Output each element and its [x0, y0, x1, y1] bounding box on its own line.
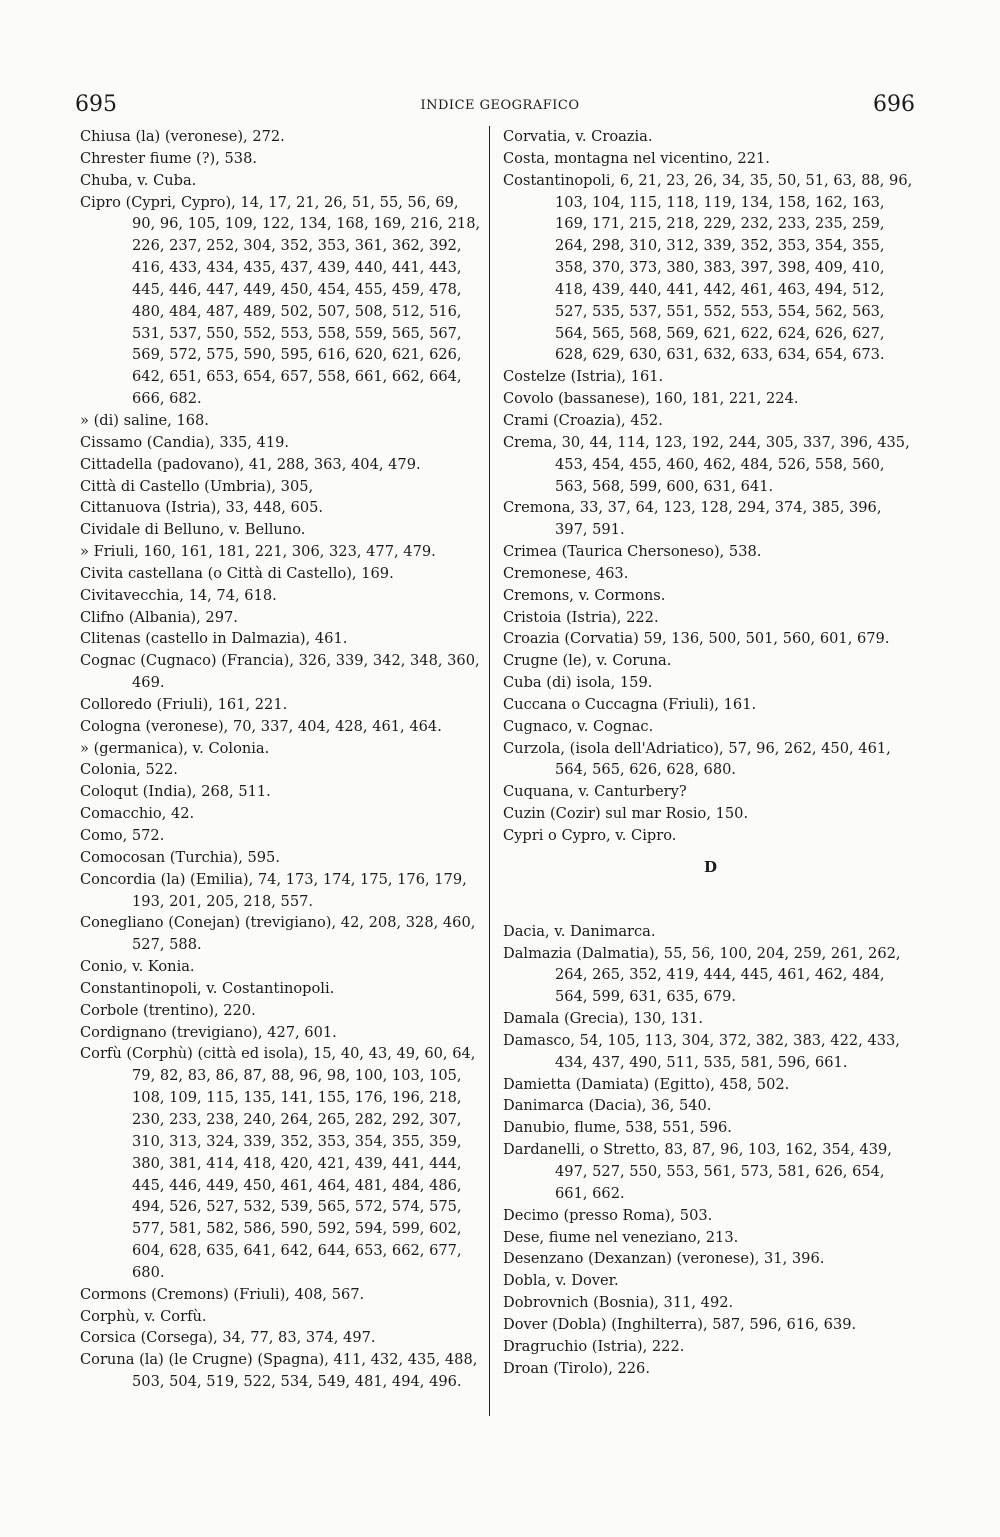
- index-entry: Cremona, 33, 37, 64, 123, 128, 294, 374, 385, 396, 397, 591.: [503, 499, 882, 539]
- index-entry: Costantinopoli, 6, 21, 23, 26, 34, 35, 50, 51, 63, 88, 96, 103, 104, 115, 118, 119, 134, 158, 162, 163, 169, 171, 215, 218, 229, 232, 233, 235, 259, 264, 298, 310, 312, 339, 352, 353, 354, 355, 358, 370, 373, 380, 383, 397, 398, 409, 410, 418, 439, 440, 441, 442, 461, 463, 494, 512, 527, 535, 537, 551, 552, 553, 554, 562, 563, 564, 565, 568, 569, 621, 622, 624, 626, 627, 628, 629, 630, 631, 632, 633, 634, 654, 673.: [503, 171, 913, 364]
- index-entry: Civitavecchia, 14, 74, 618.: [80, 586, 277, 604]
- index-entry: Civita castellana (o Città di Castello), 169.: [80, 564, 394, 582]
- index-entry: Dragruchio (Istria), 222.: [503, 1337, 685, 1355]
- index-entry: Chrester fiume (?), 538.: [80, 149, 258, 167]
- left-column: [80, 126, 485, 1393]
- index-entry: Decimo (presso Roma), 503.: [503, 1206, 713, 1224]
- index-entry: Costa, montagna nel vicentino, 221.: [503, 149, 770, 167]
- right-column-d-entries: [503, 921, 918, 1380]
- index-entry: Concordia (la) (Emilia), 74, 173, 174, 175, 176, 179, 193, 201, 205, 218, 557.: [80, 870, 467, 910]
- index-entry: Dobla, v. Dover.: [503, 1272, 619, 1290]
- index-entry: Coloqut (India), 268, 511.: [80, 783, 271, 801]
- index-entry: Damala (Grecia), 130, 131.: [503, 1010, 704, 1028]
- index-entry: Crimea (Taurica Chersoneso), 538.: [503, 543, 762, 561]
- index-entry: Dover (Dobla) (Inghilterra), 587, 596, 616, 639.: [503, 1315, 857, 1333]
- index-entry: Cologna (veronese), 70, 337, 404, 428, 461, 464.: [80, 717, 442, 735]
- index-entry: Curzola, (isola dell'Adriatico), 57, 96, 262, 450, 461, 564, 565, 626, 628, 680.: [503, 739, 891, 779]
- index-entry: Cittanuova (Istria), 33, 448, 605.: [80, 499, 324, 517]
- index-entry: Droan (Tirolo), 226.: [503, 1359, 650, 1377]
- right-column-c-entries: [503, 126, 918, 847]
- index-entry: Comacchio, 42.: [80, 805, 195, 823]
- index-entry: Como, 572.: [80, 827, 165, 844]
- index-entry: Cissamo (Candia), 335, 419.: [80, 433, 290, 451]
- index-entry: Clitenas (castello in Dalmazia), 461.: [80, 630, 348, 648]
- index-entry: » Friuli, 160, 161, 181, 221, 306, 323, 477, 479.: [80, 543, 436, 561]
- index-entry: Chiusa (la) (veronese), 272.: [80, 128, 285, 145]
- index-entry: Cremons, v. Cormons.: [503, 586, 666, 604]
- index-entry: Cormons (Cremons) (Friuli), 408, 567.: [80, 1285, 365, 1303]
- index-entry: Chuba, v. Cuba.: [80, 171, 197, 189]
- right-page-number: 696: [873, 92, 915, 117]
- index-entry: Cividale di Belluno, v. Belluno.: [80, 521, 306, 539]
- index-entry: Costelze (Istria), 161.: [503, 368, 664, 386]
- index-entry: Croazia (Corvatia) 59, 136, 500, 501, 560, 601, 679.: [503, 630, 890, 648]
- index-entry: Constantinopoli, v. Costantinopoli.: [80, 979, 335, 997]
- index-entry: Danimarca (Dacia), 36, 540.: [503, 1097, 712, 1115]
- index-entry: Desenzano (Dexanzan) (veronese), 31, 396.: [503, 1250, 825, 1268]
- index-entry: Corphù, v. Corfù.: [80, 1307, 207, 1325]
- index-entry: Dese, fiume nel veneziano, 213.: [503, 1228, 739, 1246]
- index-entry: Corbole (trentino), 220.: [80, 1001, 256, 1019]
- index-entry: Damasco, 54, 105, 113, 304, 372, 382, 383, 422, 433, 434, 437, 490, 511, 535, 581, 596, 661.: [503, 1031, 900, 1071]
- left-page-number: 695: [75, 92, 117, 117]
- index-entry: Cittadella (padovano), 41, 288, 363, 404, 479.: [80, 455, 421, 473]
- index-entry: Dobrovnich (Bosnia), 311, 492.: [503, 1294, 734, 1312]
- index-entry: Crema, 30, 44, 114, 123, 192, 244, 305, 337, 396, 435, 453, 454, 455, 460, 462, 484, 526, 558, 560, 563, 568, 599, 600, 631, 641.: [503, 433, 910, 495]
- index-entry: Crugne (le), v. Coruna.: [503, 652, 672, 670]
- index-entry: Cordignano (trevigiano), 427, 601.: [80, 1023, 337, 1041]
- column-divider: [489, 126, 490, 1416]
- index-entry: Conio, v. Konia.: [80, 958, 195, 976]
- index-entry: » (germanica), v. Colonia.: [80, 739, 270, 757]
- index-entry: Città di Castello (Umbria), 305,: [80, 477, 314, 495]
- index-entry: Cypri o Cypro, v. Cipro.: [503, 827, 677, 844]
- index-entry: Cremonese, 463.: [503, 564, 629, 582]
- index-entry: Clifno (Albania), 297.: [80, 608, 238, 626]
- page-header: [0, 92, 1000, 122]
- index-entry: Crami (Croazia), 452.: [503, 411, 663, 429]
- index-entry: » (di) saline, 168.: [80, 411, 209, 429]
- index-entry: Corfù (Corphù) (città ed isola), 15, 40, 43, 49, 60, 64, 79, 82, 83, 86, 87, 88, 96, 98, 100, 103, 105, 108, 109, 115, 135, 141, 155, 176, 196, 218, 230, 233, 238, 240, 264, 265, 282, 292, 307, 310, 313, 324, 339, 352, 353, 354, 355, 359, 380, 381, 414, 418, 420, 421, 439, 441, 444, 445, 446, 449, 450, 461, 464, 481, 484, 486, 494, 526, 527, 532, 539, 565, 572, 574, 575, 577, 581, 582, 586, 590, 592, 594, 599, 602, 604, 628, 635, 641, 642, 644, 653, 662, 677, 680.: [80, 1045, 476, 1281]
- index-entry: Cuzin (Cozir) sul mar Rosio, 150.: [503, 805, 749, 823]
- index-entry: Dardanelli, o Stretto, 83, 87, 96, 103, 162, 354, 439, 497, 527, 550, 553, 561, 573, 581, 626, 654, 661, 662.: [503, 1141, 892, 1202]
- index-entry: Danubio, flume, 538, 551, 596.: [503, 1119, 732, 1137]
- index-entry: Colonia, 522.: [80, 761, 178, 779]
- index-entry: Cuba (di) isola, 159.: [503, 674, 653, 692]
- index-entry: Cipro (Cypri, Cypro), 14, 17, 21, 26, 51, 55, 56, 69, 90, 96, 105, 109, 122, 134, 168, 169, 216, 218, 226, 237, 252, 304, 352, 353, 361, 362, 392, 416, 433, 434, 435, 437, 439, 440, 441, 443, 445, 446, 447, 449, 450, 454, 455, 459, 478, 480, 484, 487, 489, 502, 507, 508, 512, 516, 531, 537, 550, 552, 553, 558, 559, 565, 567, 569, 572, 575, 590, 595, 616, 620, 621, 626, 642, 651, 653, 654, 657, 558, 661, 662, 664, 666, 682.: [80, 193, 481, 408]
- index-entry: Cuquana, v. Canturbery?: [503, 783, 687, 801]
- index-entry: Conegliano (Conejan) (trevigiano), 42, 208, 328, 460, 527, 588.: [80, 914, 476, 954]
- index-entry: Comocosan (Turchia), 595.: [80, 848, 280, 866]
- index-entry: Cristoia (Istria), 222.: [503, 608, 659, 626]
- index-entry: Dacia, v. Danimarca.: [503, 922, 656, 940]
- running-title: INDICE GEOGRAFICO: [420, 98, 580, 113]
- section-letter-d: D: [703, 857, 717, 876]
- index-entry: Colloredo (Friuli), 161, 221.: [80, 695, 288, 713]
- index-entry: Corvatia, v. Croazia.: [503, 128, 653, 145]
- index-entry: Coruna (la) (le Crugne) (Spagna), 411, 432, 435, 488, 503, 504, 519, 522, 534, 549, 481, 494, 496.: [80, 1351, 478, 1391]
- index-entry: Cognac (Cugnaco) (Francia), 326, 339, 342, 348, 360, 469.: [80, 652, 480, 692]
- index-entry: Damietta (Damiata) (Egitto), 458, 502.: [503, 1075, 790, 1093]
- index-entry: Cugnaco, v. Cognac.: [503, 717, 654, 735]
- index-entry: Covolo (bassanese), 160, 181, 221, 224.: [503, 390, 799, 408]
- index-entry: Dalmazia (Dalmatia), 55, 56, 100, 204, 259, 261, 262, 264, 265, 352, 419, 444, 445, 461, 462, 484, 564, 599, 631, 635, 679.: [503, 944, 901, 1006]
- index-entry: Cuccana o Cuccagna (Friuli), 161.: [503, 695, 757, 713]
- right-column: [503, 126, 918, 1379]
- index-entry: Corsica (Corsega), 34, 77, 83, 374, 497.: [80, 1329, 376, 1347]
